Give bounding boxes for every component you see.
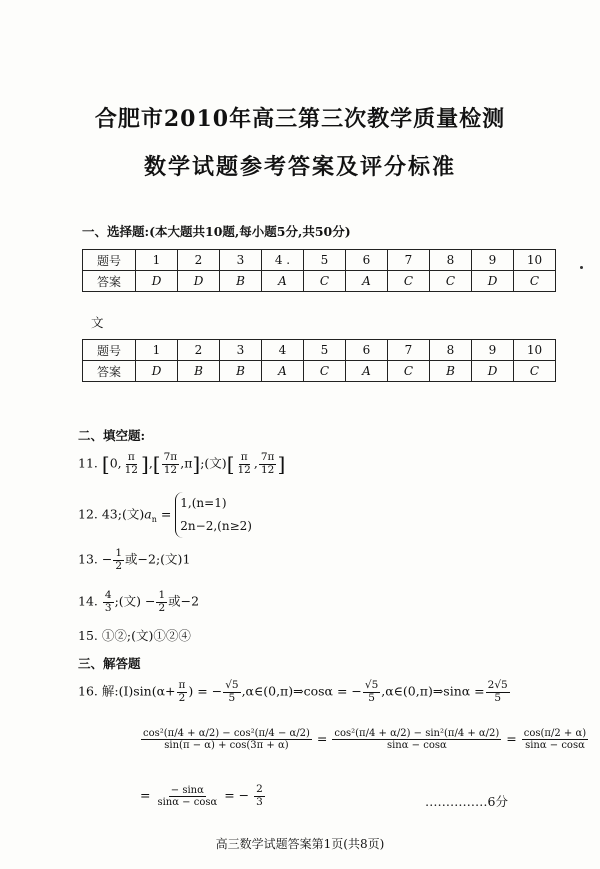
table-cell: 1 (136, 340, 178, 361)
title-line2: 数学试题参考答案及评分标准 (143, 154, 456, 180)
fraction: $\frac{\text{cos²(π/4 + α/2) − sin²(π/4 + α/2)}}{\sin\alpha - \cos\alpha}$ (334, 728, 500, 751)
q11-zero: 0, (109, 455, 122, 471)
table-cell: 4 . (262, 250, 304, 271)
q16-line1: 16. 解:(Ⅰ)sin(α+ $\frac{\pi}{2}$ ) = − $\frac{√5}{5}$ ,α∈(0,π)⇒cosα = − $\frac{√5}{5}$ ,α∈(0,π)⇒sinα = $\frac{2√5}{5}$ (78, 679, 508, 704)
fraction: $\frac{\pi}{12}$ (237, 451, 251, 476)
q12-prefix: 12. 43;(文) (78, 506, 145, 522)
table-cell: 4 (262, 340, 304, 361)
score-marker: ……………6分 (425, 794, 508, 809)
q14-num: 14. (78, 593, 98, 609)
table-cell: C (388, 271, 430, 292)
q13 (78, 548, 190, 572)
q12 (78, 492, 252, 538)
table-cell: A (262, 271, 304, 292)
table-header-label: 题号 (83, 340, 136, 361)
q13-rest: 或−2;(文)1 (125, 551, 191, 567)
q12-case1: 1,(n=1) (180, 496, 227, 510)
fraction: $\frac{√5}{5}$ (364, 679, 379, 704)
q11-num: 11. (78, 455, 98, 471)
bracket-open: [ (152, 452, 161, 477)
fraction: $\frac{\text{cos²(π/4 + α/2) − cos²(π/4 − α/2)}}{\sin(\pi - \alpha) + \cos(3\pi + \alpha)}$ (143, 728, 310, 751)
table-cell: A (346, 271, 388, 292)
q11-sep: , (180, 455, 185, 471)
table-cell: A (262, 361, 304, 382)
answer-table-science (82, 249, 556, 292)
q13-minus: − (101, 551, 113, 567)
table-cell: 8 (430, 340, 472, 361)
table-cell: A (346, 361, 388, 382)
table-header-label: 题号 (83, 250, 136, 271)
fraction: $\frac{4}{3}$ (104, 589, 112, 614)
table-cell: 9 (472, 250, 514, 271)
table-cell: B (430, 361, 472, 382)
table-cell: C (514, 271, 556, 292)
fraction: $\frac{2√5}{5}$ (487, 679, 508, 704)
fraction: $\frac{7\pi}{12}$ (163, 451, 178, 476)
table-cell: C (388, 361, 430, 382)
fraction: $\frac{7\pi}{12}$ (260, 451, 275, 476)
q11-pi: π (184, 455, 193, 471)
fraction: $\frac{1}{2}$ (158, 589, 166, 614)
table-cell: 10 (514, 250, 556, 271)
q11 (78, 452, 285, 476)
piecewise-brace (175, 492, 252, 538)
table-row-answers (83, 361, 556, 382)
q16-line2: $\frac{\text{cos²(π/4 + α/2) − cos²(π/4 − α/2)}}{\sin(\pi - \alpha) + \cos(3\pi + \alpha)}$ = $\frac{\text{cos²(π/4 + α/2) − sin²(π/4 + α/2)}}{\sin\alpha - \cos\alpha}$ = $\frac{\cos(\pi/2 + \alpha)}{\sin\alpha - \cos\alpha}$ (143, 728, 587, 751)
q12-eq: = (160, 506, 172, 522)
table-cell: 9 (472, 340, 514, 361)
fraction: $\frac{\pi}{2}$ (178, 679, 186, 704)
table-cell: C (430, 271, 472, 292)
table-row-numbers (83, 340, 556, 361)
fraction: $\frac{√5}{5}$ (225, 679, 239, 704)
q11-sep: , (253, 455, 258, 471)
fraction: $\frac{2}{3}$ (256, 783, 263, 808)
q14-rest: 或−2 (168, 593, 200, 609)
table-cell: B (178, 361, 220, 382)
q14 (78, 590, 199, 614)
table-cell: 7 (388, 250, 430, 271)
table-cell: 7 (388, 340, 430, 361)
fraction: $\frac{- \sin\alpha}{\sin\alpha - \cos\alpha}$ (157, 784, 218, 808)
table-cell: B (220, 361, 262, 382)
wen-label: 文 (91, 315, 104, 330)
table-cell: 10 (514, 340, 556, 361)
table-cell: C (304, 361, 346, 382)
bracket-close: ] (192, 452, 201, 477)
table-cell: 3 (220, 250, 262, 271)
q16-line3: = $\frac{- \sin\alpha}{\sin\alpha - \cos\alpha}$ = − $\frac{2}{3}$ (140, 783, 263, 808)
table-cell: 6 (346, 340, 388, 361)
page-footer: 高三数学试题答案第1页(共8页) (215, 837, 385, 851)
section2-heading: 二、填空题: (78, 428, 146, 443)
table-cell: 1 (136, 250, 178, 271)
q12-sub: n (151, 514, 157, 524)
table-cell: D (136, 271, 178, 292)
fraction: $\frac{\cos(\pi/2 + \alpha)}{\sin\alpha - \cos\alpha}$ (523, 728, 587, 751)
q13-num: 13. (78, 551, 98, 567)
table-cell: 3 (220, 340, 262, 361)
answer-table-arts (82, 339, 556, 382)
table-cell: 2 (178, 250, 220, 271)
bracket-close: ] (277, 452, 286, 477)
bracket-open: [ (226, 452, 235, 477)
table-cell: D (472, 361, 514, 382)
table-cell: 2 (178, 340, 220, 361)
section1-heading: 一、选择题:(本大题共10题,每小题5分,共50分) (82, 224, 351, 239)
table-answer-label: 答案 (83, 271, 136, 292)
q12-an: a (144, 506, 152, 522)
q11-wen: ;(文) (200, 455, 227, 471)
q12-case2: 2n−2,(n≥2) (180, 518, 252, 533)
table-cell: D (136, 361, 178, 382)
table-cell: C (514, 361, 556, 382)
table-cell: D (178, 271, 220, 292)
table-row-answers (83, 271, 556, 292)
table-cell: 5 (304, 340, 346, 361)
table-cell: 5 (304, 250, 346, 271)
bracket-open: [ (101, 452, 110, 477)
section3-heading: 三、解答题 (78, 656, 141, 671)
fraction: $\frac{\pi}{12}$ (124, 451, 138, 476)
table-cell: 8 (430, 250, 472, 271)
table-row-numbers (83, 250, 556, 271)
bracket-close: ] (141, 452, 149, 477)
q11-sep: , (148, 455, 153, 471)
q14-mid: ;(文) − (114, 593, 156, 609)
table-cell: 6 (346, 250, 388, 271)
table-answer-label: 答案 (83, 361, 136, 382)
table-cell: D (472, 271, 514, 292)
stray-dot (580, 266, 583, 269)
fraction: $\frac{1}{2}$ (115, 547, 123, 572)
q15: 15. ①②;(文)①②④ (78, 628, 191, 643)
title-line1: 合肥市2010年高三第三次教学质量检测 (94, 106, 506, 132)
table-cell: C (304, 271, 346, 292)
table-cell: B (220, 271, 262, 292)
